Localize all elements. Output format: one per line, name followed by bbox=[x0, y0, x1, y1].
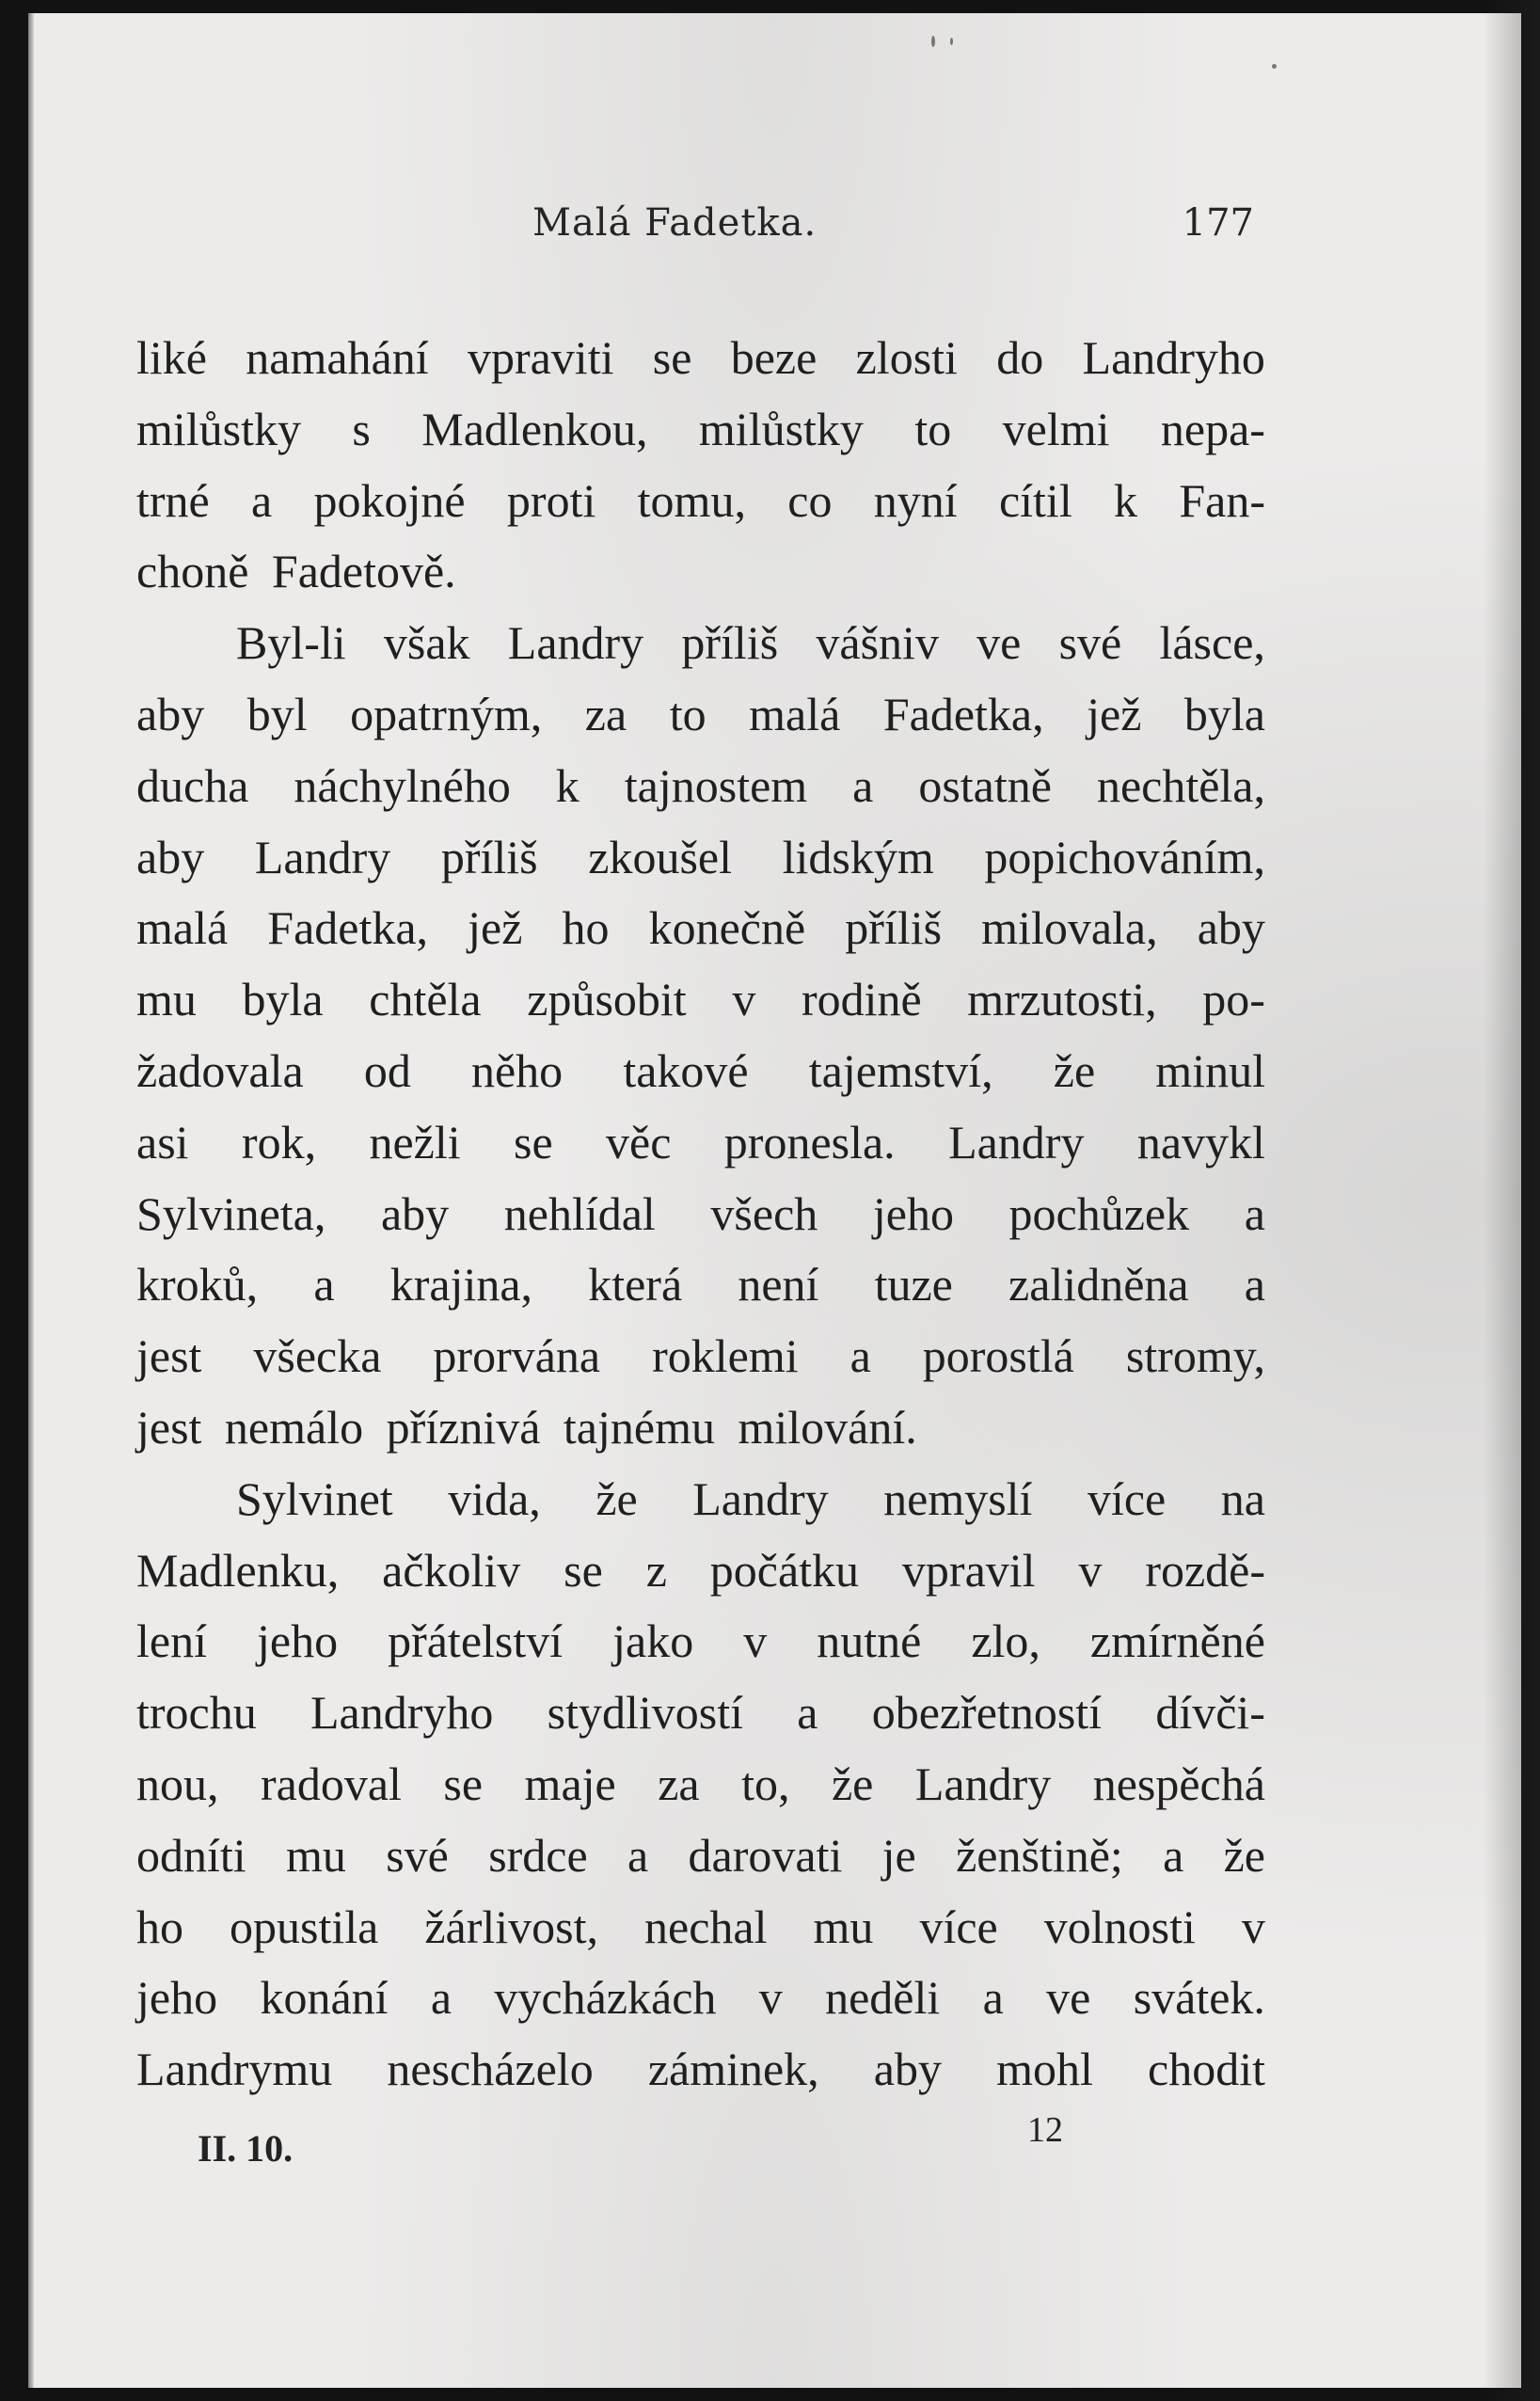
text-word: obezřetností bbox=[871, 1686, 1103, 1740]
text-word: nou, bbox=[136, 1757, 219, 1810]
text-line bbox=[136, 1892, 1265, 1964]
text-word: aby bbox=[136, 830, 205, 883]
text-word: že bbox=[1223, 1828, 1265, 1882]
text-word: cítil bbox=[998, 473, 1072, 527]
text-word: a bbox=[1163, 1828, 1184, 1882]
text-word: aby bbox=[1197, 901, 1265, 955]
text-line bbox=[136, 893, 1265, 964]
text-word: v bbox=[1078, 1543, 1103, 1597]
text-word: záminek, bbox=[647, 2043, 819, 2096]
text-word: a bbox=[982, 1971, 1004, 2025]
text-word: a bbox=[852, 758, 874, 812]
text-word: po- bbox=[1202, 973, 1265, 1026]
text-word: zalidněna bbox=[1008, 1258, 1189, 1312]
text-word: beze bbox=[730, 331, 818, 384]
text-word: volnosti bbox=[1043, 1900, 1196, 1953]
text-word: Madlenkou, bbox=[421, 402, 648, 455]
text-word: Fadetka, bbox=[882, 687, 1044, 740]
text-word: minul bbox=[1155, 1043, 1265, 1097]
text-word: odníti bbox=[136, 1828, 246, 1882]
text-word: v bbox=[743, 1614, 768, 1668]
text-word: mu bbox=[813, 1900, 874, 1953]
text-line: choně Fadetově. bbox=[136, 545, 456, 598]
text-word: Landry bbox=[254, 830, 391, 883]
text-word: aby bbox=[136, 687, 205, 740]
text-word: konání bbox=[260, 1971, 389, 2025]
text-word: Landryho bbox=[310, 1686, 494, 1740]
text-word: vida, bbox=[448, 1471, 541, 1525]
text-word: ho bbox=[136, 1900, 183, 1953]
text-word: stydlivostí bbox=[547, 1686, 743, 1740]
text-line bbox=[136, 323, 1265, 394]
text-line bbox=[136, 679, 1265, 751]
text-word: to bbox=[914, 402, 952, 455]
text-word: příliš bbox=[440, 830, 538, 883]
text-word: nespěchá bbox=[1092, 1757, 1265, 1810]
text-word: porostlá bbox=[922, 1329, 1074, 1383]
text-word: přátelství bbox=[388, 1614, 564, 1668]
text-word: a bbox=[1244, 1258, 1265, 1312]
text-word: Landry bbox=[914, 1757, 1052, 1810]
text-word: aby bbox=[873, 2043, 942, 2096]
text-word: zkoušel bbox=[588, 830, 732, 883]
text-word: za bbox=[584, 687, 627, 740]
text-word: takové bbox=[623, 1043, 749, 1097]
text-word: maje bbox=[524, 1757, 616, 1810]
text-word: nutné bbox=[817, 1614, 922, 1668]
text-word: která bbox=[588, 1258, 683, 1312]
text-word: všecka bbox=[253, 1329, 382, 1383]
text-word: a bbox=[251, 473, 273, 527]
text-word: lásce, bbox=[1159, 616, 1265, 670]
text-line bbox=[136, 1749, 1265, 1821]
text-word: mrzutosti, bbox=[967, 973, 1157, 1026]
text-word: své bbox=[1058, 616, 1122, 670]
text-word: ačkoliv bbox=[382, 1543, 521, 1597]
text-word: to, bbox=[741, 1757, 790, 1810]
text-word: byla bbox=[1183, 687, 1265, 740]
text-word: zlosti bbox=[855, 331, 958, 384]
text-word: a bbox=[313, 1258, 335, 1312]
text-word: žadovala bbox=[136, 1043, 304, 1097]
text-word: mu bbox=[136, 973, 197, 1026]
text-word: stromy, bbox=[1125, 1329, 1265, 1383]
paper-speck bbox=[1272, 64, 1277, 69]
text-word: trochu bbox=[136, 1686, 257, 1740]
text-line bbox=[136, 608, 1265, 679]
paper-speck bbox=[950, 38, 953, 45]
text-word: vpraviti bbox=[467, 331, 614, 384]
text-word: v bbox=[732, 973, 756, 1026]
text-word: do bbox=[996, 331, 1044, 384]
text-line bbox=[136, 1821, 1265, 1892]
text-word: své bbox=[386, 1828, 449, 1882]
text-word: kroků, bbox=[136, 1258, 259, 1312]
text-word: více bbox=[919, 1900, 998, 1953]
text-word: aby bbox=[380, 1186, 450, 1240]
text-word: jeho bbox=[256, 1614, 339, 1668]
text-word: věc bbox=[606, 1115, 672, 1169]
text-word: příliš bbox=[845, 901, 943, 955]
text-word: Landrymu bbox=[136, 2043, 333, 2096]
page-number: 177 bbox=[1182, 201, 1254, 245]
text-word: neděli bbox=[825, 1971, 941, 2025]
text-word: že bbox=[831, 1757, 874, 1810]
text-word: příliš bbox=[681, 616, 779, 670]
text-word: pochůzek bbox=[1008, 1186, 1190, 1240]
text-word: počátku bbox=[709, 1543, 860, 1597]
text-line bbox=[136, 394, 1265, 466]
text-line bbox=[136, 1036, 1265, 1107]
text-word: nežli bbox=[369, 1115, 461, 1169]
text-word: konečně bbox=[648, 901, 806, 955]
text-word: rok, bbox=[241, 1115, 317, 1169]
text-word: jest bbox=[136, 1329, 202, 1383]
text-word: nemyslí bbox=[883, 1471, 1033, 1525]
text-word: od bbox=[363, 1043, 411, 1097]
text-word: milovala, bbox=[981, 901, 1158, 955]
text-word: radoval bbox=[260, 1757, 402, 1810]
text-word: Landry bbox=[507, 616, 644, 670]
text-line bbox=[136, 1535, 1265, 1607]
text-word: nepa- bbox=[1160, 402, 1265, 455]
text-line bbox=[136, 1249, 1265, 1321]
text-word: popichováním, bbox=[984, 830, 1265, 883]
page-edge-shadow bbox=[1484, 0, 1540, 2401]
text-word: ducha bbox=[136, 758, 249, 812]
text-word: žárlivost, bbox=[424, 1900, 599, 1953]
text-line bbox=[136, 1107, 1265, 1179]
text-word: však bbox=[383, 616, 470, 670]
text-word: vášniv bbox=[816, 616, 939, 670]
text-word: jako bbox=[612, 1614, 694, 1668]
signature-mark: II. 10. bbox=[198, 2127, 294, 2170]
text-word: v bbox=[1241, 1900, 1265, 1953]
text-word: to bbox=[669, 687, 706, 740]
text-word: pronesla. bbox=[723, 1115, 896, 1169]
text-word: ostatně bbox=[918, 758, 1052, 812]
text-line bbox=[136, 751, 1265, 822]
text-word: tomu, bbox=[637, 473, 746, 527]
paper-speck bbox=[931, 36, 935, 47]
text-word: vycházkách bbox=[494, 1971, 717, 2025]
text-word: tuze bbox=[874, 1258, 953, 1312]
text-word: se bbox=[443, 1757, 484, 1810]
text-word: se bbox=[564, 1543, 603, 1597]
text-word: rodině bbox=[801, 973, 922, 1026]
text-word: tajnostem bbox=[624, 758, 808, 812]
text-line bbox=[136, 822, 1265, 894]
text-word: ho bbox=[562, 901, 610, 955]
text-word: proti bbox=[506, 473, 596, 527]
text-word: se bbox=[652, 331, 692, 384]
text-line bbox=[136, 1963, 1265, 2034]
text-line: jest nemálo příznivá tajnému milování. bbox=[136, 1400, 917, 1454]
text-word: a bbox=[797, 1686, 818, 1740]
text-word: pokojné bbox=[313, 473, 466, 527]
text-word: ve bbox=[976, 616, 1022, 670]
text-word: více bbox=[1087, 1471, 1167, 1525]
text-line bbox=[136, 1606, 1265, 1678]
text-word: se bbox=[514, 1115, 553, 1169]
text-word: milůstky bbox=[136, 402, 302, 455]
page-fold-edge bbox=[28, 13, 34, 2388]
text-word: malá bbox=[136, 901, 229, 955]
text-word: náchylného bbox=[294, 758, 511, 812]
text-line bbox=[136, 2034, 1265, 2106]
text-word: co bbox=[787, 473, 833, 527]
text-word: s bbox=[352, 402, 371, 455]
text-word: lidským bbox=[782, 830, 934, 883]
text-word: zmírněné bbox=[1089, 1614, 1265, 1668]
text-word: nechtěla, bbox=[1096, 758, 1265, 812]
text-word: Landryho bbox=[1082, 331, 1265, 384]
text-line bbox=[136, 466, 1265, 537]
text-line bbox=[136, 964, 1265, 1036]
text-word: chtěla bbox=[369, 973, 482, 1026]
sheet-number: 12 bbox=[1027, 2110, 1063, 2150]
text-word: mu bbox=[286, 1828, 346, 1882]
text-word: jeho bbox=[872, 1186, 954, 1240]
text-word: liké bbox=[136, 331, 207, 384]
text-word: svátek. bbox=[1133, 1971, 1265, 2025]
text-word: zlo, bbox=[971, 1614, 1040, 1668]
text-word: krajina, bbox=[389, 1258, 533, 1312]
text-word: namahání bbox=[246, 331, 429, 384]
text-word: chodit bbox=[1148, 2043, 1265, 2096]
text-word: opustila bbox=[230, 1900, 379, 1953]
text-line bbox=[136, 1464, 1265, 1535]
text-word: v bbox=[758, 1971, 783, 2025]
text-word: Landry bbox=[692, 1471, 829, 1525]
text-word: asi bbox=[136, 1115, 189, 1169]
text-line bbox=[136, 1179, 1265, 1250]
text-word: Madlenku, bbox=[136, 1543, 340, 1597]
text-word: Landry bbox=[948, 1115, 1085, 1169]
text-word: srdce bbox=[488, 1828, 588, 1882]
text-word: lení bbox=[136, 1614, 207, 1668]
text-word: vpravil bbox=[901, 1543, 1036, 1597]
text-word: opatrným, bbox=[350, 687, 543, 740]
text-word: navykl bbox=[1136, 1115, 1265, 1169]
text-word: z bbox=[645, 1543, 667, 1597]
text-word: a bbox=[849, 1329, 871, 1383]
running-title: Malá Fadetka. bbox=[532, 201, 818, 245]
text-word: Sylvineta, bbox=[136, 1186, 326, 1240]
text-word: že bbox=[595, 1471, 638, 1525]
text-word: způsobit bbox=[527, 973, 687, 1026]
text-word: prorvána bbox=[433, 1329, 601, 1383]
text-word: Fan- bbox=[1179, 473, 1265, 527]
text-word: tajemství, bbox=[808, 1043, 993, 1097]
text-word: byl bbox=[246, 687, 308, 740]
text-word: dívči- bbox=[1155, 1686, 1265, 1740]
text-word: nescházelo bbox=[387, 2043, 594, 2096]
text-word: za bbox=[658, 1757, 700, 1810]
text-line bbox=[136, 1678, 1265, 1749]
text-word: není bbox=[738, 1258, 819, 1312]
text-word: a bbox=[430, 1971, 452, 2025]
text-word: jeho bbox=[136, 1971, 218, 2025]
text-word: a bbox=[627, 1828, 649, 1882]
text-word: roklemi bbox=[652, 1329, 799, 1383]
text-word: byla bbox=[242, 973, 324, 1026]
body-text bbox=[136, 323, 1265, 2106]
text-word: je bbox=[881, 1828, 916, 1882]
text-word: na bbox=[1220, 1471, 1265, 1525]
text-word: Fadetka, bbox=[267, 901, 429, 955]
text-word: mohl bbox=[996, 2043, 1093, 2096]
text-word: Sylvinet bbox=[236, 1471, 393, 1525]
text-word: k bbox=[555, 758, 579, 812]
text-word: všech bbox=[710, 1186, 818, 1240]
text-word: Byl-li bbox=[236, 616, 346, 670]
text-word: ve bbox=[1046, 1971, 1091, 2025]
text-word: něho bbox=[470, 1043, 564, 1097]
text-word: nechal bbox=[644, 1900, 768, 1953]
text-word: darovati bbox=[688, 1828, 843, 1882]
text-word: a bbox=[1244, 1186, 1265, 1240]
text-word: že bbox=[1053, 1043, 1096, 1097]
text-word: rozdě- bbox=[1145, 1543, 1265, 1597]
text-word: ženštině; bbox=[956, 1828, 1123, 1882]
text-line bbox=[136, 1321, 1265, 1392]
text-word: nehlídal bbox=[503, 1186, 656, 1240]
text-word: jež bbox=[1087, 687, 1142, 740]
text-word: jež bbox=[468, 901, 523, 955]
text-word: malá bbox=[749, 687, 841, 740]
text-word: k bbox=[1114, 473, 1138, 527]
text-word: velmi bbox=[1002, 402, 1110, 455]
text-word: milůstky bbox=[698, 402, 864, 455]
text-word: nyní bbox=[873, 473, 958, 527]
text-word: trné bbox=[136, 473, 210, 527]
